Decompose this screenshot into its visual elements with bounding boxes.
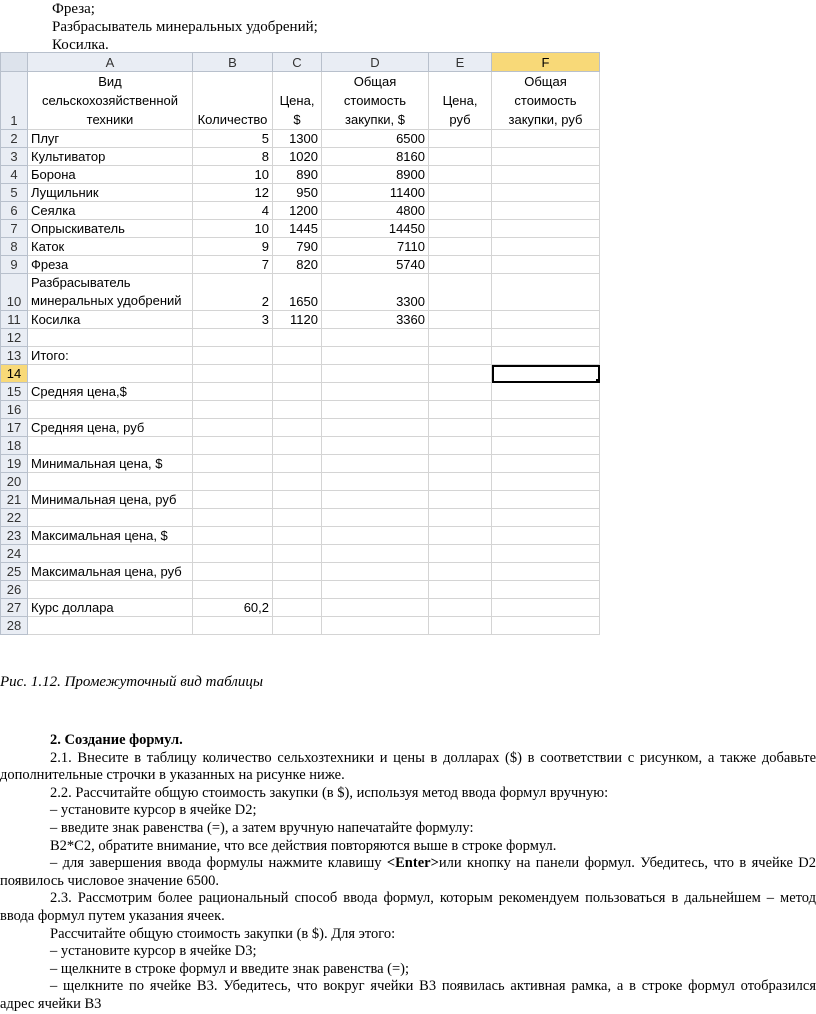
cell-d[interactable] [322, 545, 429, 563]
cell-e[interactable] [429, 401, 492, 419]
row-header[interactable]: 20 [1, 473, 28, 491]
row-header[interactable]: 25 [1, 563, 28, 581]
cell-a[interactable]: Плуг [28, 130, 193, 148]
table-row [1, 419, 600, 437]
cell-d[interactable] [322, 329, 429, 347]
cell-d[interactable] [322, 383, 429, 401]
cell-f[interactable] [492, 256, 600, 274]
cell-e[interactable] [429, 130, 492, 148]
cell-e[interactable] [429, 202, 492, 220]
cell-e[interactable] [429, 617, 492, 635]
table-row [1, 401, 600, 419]
cell-f[interactable] [492, 383, 600, 401]
cell-b[interactable]: 8 [193, 148, 273, 166]
cell-a[interactable]: Культиватор [28, 148, 193, 166]
cell-a[interactable]: Борона [28, 166, 193, 184]
column-header-row [1, 53, 600, 72]
cell-b[interactable] [193, 617, 273, 635]
cell-d[interactable] [322, 401, 429, 419]
cell-d[interactable] [322, 581, 429, 599]
body-text [0, 732, 816, 1014]
top-list [52, 0, 318, 54]
cell-c[interactable]: 890 [273, 166, 322, 184]
cell-b[interactable] [193, 329, 273, 347]
cell-e[interactable] [429, 509, 492, 527]
cell-b[interactable] [193, 437, 273, 455]
cell-a[interactable] [28, 329, 193, 347]
table-row [1, 437, 600, 455]
cell-a[interactable] [28, 545, 193, 563]
cell-f[interactable] [492, 202, 600, 220]
cell-c[interactable]: 1020 [273, 148, 322, 166]
table-row [1, 220, 600, 238]
header-cell-c[interactable]: Цена, $ [273, 72, 322, 130]
row-header[interactable]: 7 [1, 220, 28, 238]
cell-c[interactable]: 820 [273, 256, 322, 274]
cell-c[interactable] [273, 401, 322, 419]
cell-e[interactable] [429, 563, 492, 581]
row-header[interactable]: 14 [1, 365, 28, 383]
cell-d[interactable]: 6500 [322, 130, 429, 148]
cell-c[interactable]: 1650 [273, 274, 322, 311]
list-item: Разбрасыватель минеральных удобрений; [52, 19, 318, 35]
cell-f[interactable] [492, 184, 600, 202]
cell-e[interactable] [429, 419, 492, 437]
column-header-e[interactable]: E [429, 53, 492, 72]
cell-c[interactable] [273, 617, 322, 635]
cell-a[interactable]: Разбрасыватель минеральных удобрений [28, 274, 193, 311]
cell-d[interactable] [322, 527, 429, 545]
cell-c[interactable] [273, 509, 322, 527]
cell-b[interactable] [193, 383, 273, 401]
cell-b[interactable] [193, 563, 273, 581]
cell-b[interactable]: 4 [193, 202, 273, 220]
cell-e[interactable] [429, 437, 492, 455]
cell-c[interactable] [273, 383, 322, 401]
table-row [1, 184, 600, 202]
cell-d[interactable]: 3300 [322, 274, 429, 311]
paragraph: – щелкните по ячейке В3. Убедитесь, что вокруг ячейки В3 появилась активная рамка, а в строке формул отобразился адрес ячейки В3 [0, 978, 816, 1012]
cell-f[interactable] [492, 148, 600, 166]
active-cell[interactable] [492, 365, 600, 383]
table-row [1, 383, 600, 401]
cell-b[interactable]: 2 [193, 274, 273, 311]
table-row [1, 202, 600, 220]
cell-a[interactable]: Курс доллара [28, 599, 193, 617]
cell-f[interactable] [492, 401, 600, 419]
paragraph: – введите знак равенства (=), а затем вручную напечатайте формулу: [50, 819, 474, 836]
paragraph: Рассчитайте общую стоимость закупки (в $). Для этого: [50, 925, 396, 942]
cell-d[interactable]: 7110 [322, 238, 429, 256]
row-header[interactable]: 21 [1, 491, 28, 509]
section-heading: 2. Создание формул. [50, 732, 183, 748]
cell-b[interactable]: 3 [193, 311, 273, 329]
row-header[interactable]: 24 [1, 545, 28, 563]
cell-d[interactable] [322, 455, 429, 473]
cell-d[interactable] [322, 419, 429, 437]
cell-a[interactable] [28, 473, 193, 491]
cell-b[interactable] [193, 581, 273, 599]
cell-f[interactable] [492, 599, 600, 617]
cell-f[interactable] [492, 527, 600, 545]
table-header-row [1, 72, 600, 130]
cell-b[interactable] [193, 347, 273, 365]
cell-a[interactable]: Опрыскиватель [28, 220, 193, 238]
cell-f[interactable] [492, 491, 600, 509]
paragraph: – установите курсор в ячейке D3; [50, 943, 257, 960]
cell-f[interactable] [492, 473, 600, 491]
cell-e[interactable] [429, 473, 492, 491]
table-row [1, 527, 600, 545]
cell-e[interactable] [429, 455, 492, 473]
cell-b[interactable]: 7 [193, 256, 273, 274]
paragraph: – для завершения ввода формулы нажмите клавишу <Enter>или кнопку на панели формул. Убедитесь, что в ячейке D2 появилось числовое значение 6500. [0, 855, 816, 889]
row-header[interactable]: 19 [1, 455, 28, 473]
cell-f[interactable] [492, 347, 600, 365]
cell-c[interactable]: 950 [273, 184, 322, 202]
cell-e[interactable] [429, 581, 492, 599]
cell-e[interactable] [429, 184, 492, 202]
cell-b[interactable] [193, 527, 273, 545]
cell-d[interactable] [322, 491, 429, 509]
cell-c[interactable] [273, 581, 322, 599]
table-row [1, 274, 600, 311]
column-header-c[interactable]: C [273, 53, 322, 72]
cell-c[interactable]: 1300 [273, 130, 322, 148]
spreadsheet [0, 52, 600, 635]
cell-b[interactable]: 10 [193, 220, 273, 238]
cell-f[interactable] [492, 509, 600, 527]
header-cell-e[interactable]: Цена, руб [429, 72, 492, 130]
cell-b[interactable] [193, 401, 273, 419]
table-row [1, 473, 600, 491]
row-header[interactable]: 17 [1, 419, 28, 437]
cell-f[interactable] [492, 329, 600, 347]
header-cell-a[interactable]: Вид сельскохозяйственной техники [28, 72, 193, 130]
cell-f[interactable] [492, 311, 600, 329]
cell-a[interactable]: Максимальная цена, руб [28, 563, 193, 581]
cell-f[interactable] [492, 545, 600, 563]
cell-f[interactable] [492, 238, 600, 256]
cell-b[interactable]: 12 [193, 184, 273, 202]
cell-c[interactable] [273, 329, 322, 347]
cell-c[interactable]: 1445 [273, 220, 322, 238]
cell-a[interactable]: Лущильник [28, 184, 193, 202]
paragraph: 2.1. Внесите в таблицу количество сельхозтехники и цены в долларах ($) в соответствии с рисунком, а также добавьте дополнительные строчки в указанных на рисунке ниже. [0, 749, 816, 784]
row-header[interactable]: 22 [1, 509, 28, 527]
cell-d[interactable]: 3360 [322, 311, 429, 329]
table-row [1, 581, 600, 599]
cell-b[interactable] [193, 365, 273, 383]
table-row [1, 329, 600, 347]
cell-a[interactable] [28, 401, 193, 419]
table-row [1, 563, 600, 581]
cell-f[interactable] [492, 220, 600, 238]
cell-c[interactable] [273, 563, 322, 581]
cell-e[interactable] [429, 329, 492, 347]
cell-d[interactable]: 11400 [322, 184, 429, 202]
table-row [1, 130, 600, 148]
table-row [1, 599, 600, 617]
cell-c[interactable] [273, 347, 322, 365]
cell-e[interactable] [429, 311, 492, 329]
cell-c[interactable] [273, 473, 322, 491]
cell-a[interactable]: Средняя цена,$ [28, 383, 193, 401]
table-row [1, 238, 600, 256]
table-row [1, 509, 600, 527]
cell-c[interactable] [273, 419, 322, 437]
row-header[interactable]: 11 [1, 311, 28, 329]
header-cell-f[interactable]: Общая стоимость закупки, руб [492, 72, 600, 130]
cell-a[interactable]: Максимальная цена, $ [28, 527, 193, 545]
row-header[interactable]: 28 [1, 617, 28, 635]
cell-a[interactable] [28, 509, 193, 527]
row-header[interactable]: 26 [1, 581, 28, 599]
cell-a[interactable] [28, 581, 193, 599]
row-header[interactable]: 15 [1, 383, 28, 401]
cell-c[interactable]: 1120 [273, 311, 322, 329]
row-header[interactable]: 8 [1, 238, 28, 256]
cell-d[interactable]: 8900 [322, 166, 429, 184]
table-row [1, 256, 600, 274]
cell-c[interactable] [273, 365, 322, 383]
cell-d[interactable] [322, 365, 429, 383]
cell-f[interactable] [492, 455, 600, 473]
cell-d[interactable] [322, 617, 429, 635]
cell-e[interactable] [429, 527, 492, 545]
cell-e[interactable] [429, 148, 492, 166]
column-header-d[interactable]: D [322, 53, 429, 72]
cell-a[interactable]: Минимальная цена, $ [28, 455, 193, 473]
cell-f[interactable] [492, 437, 600, 455]
cell-f[interactable] [492, 130, 600, 148]
cell-c[interactable] [273, 599, 322, 617]
cell-d[interactable] [322, 437, 429, 455]
cell-a[interactable]: Минимальная цена, руб [28, 491, 193, 509]
cell-c[interactable]: 790 [273, 238, 322, 256]
spreadsheet-grid [0, 52, 600, 635]
cell-d[interactable] [322, 509, 429, 527]
cell-a[interactable]: Каток [28, 238, 193, 256]
cell-b[interactable] [193, 473, 273, 491]
cell-b[interactable]: 10 [193, 166, 273, 184]
cell-b[interactable] [193, 491, 273, 509]
paragraph: 2.2. Рассчитайте общую стоимость закупки (в $), используя метод ввода формул вручную: [50, 784, 609, 801]
cell-d[interactable]: 14450 [322, 220, 429, 238]
cell-c[interactable] [273, 545, 322, 563]
cell-f[interactable] [492, 581, 600, 599]
table-row [1, 491, 600, 509]
cell-a[interactable]: Итого: [28, 347, 193, 365]
cell-e[interactable] [429, 238, 492, 256]
table-row [1, 455, 600, 473]
cell-a[interactable]: Фреза [28, 256, 193, 274]
cell-b[interactable] [193, 509, 273, 527]
column-header-b[interactable]: B [193, 53, 273, 72]
row-header[interactable]: 12 [1, 329, 28, 347]
paragraph: 2.3. Рассмотрим более рациональный способ ввода формул, которым рекомендуем пользоваться в дальнейшем – метод ввода формул путем указания ячеек. [0, 890, 816, 924]
cell-d[interactable] [322, 347, 429, 365]
row-header[interactable]: 10 [1, 274, 28, 311]
table-row [1, 545, 600, 563]
cell-a[interactable]: Сеялка [28, 202, 193, 220]
row-header[interactable]: 1 [1, 72, 28, 130]
select-all-corner[interactable] [1, 53, 28, 72]
table-row [1, 347, 600, 365]
cell-d[interactable] [322, 473, 429, 491]
cell-b[interactable] [193, 419, 273, 437]
row-header[interactable]: 3 [1, 148, 28, 166]
cell-a[interactable]: Косилка [28, 311, 193, 329]
cell-e[interactable] [429, 256, 492, 274]
cell-b[interactable]: 9 [193, 238, 273, 256]
row-header[interactable]: 4 [1, 166, 28, 184]
table-row [1, 148, 600, 166]
cell-a[interactable] [28, 365, 193, 383]
list-item: Фреза; [52, 1, 95, 17]
header-cell-b[interactable]: Количество [193, 72, 273, 130]
cell-d[interactable]: 4800 [322, 202, 429, 220]
cell-f[interactable] [492, 617, 600, 635]
cell-e[interactable] [429, 220, 492, 238]
list-item: Косилка. [52, 37, 109, 53]
header-cell-d[interactable]: Общая стоимость закупки, $ [322, 72, 429, 130]
row-header[interactable]: 2 [1, 130, 28, 148]
cell-b[interactable] [193, 455, 273, 473]
cell-c[interactable] [273, 491, 322, 509]
cell-a[interactable] [28, 437, 193, 455]
cell-e[interactable] [429, 166, 492, 184]
paragraph: В2*С2, обратите внимание, что все действия повторяются выше в строке формул. [50, 837, 557, 854]
cell-b[interactable] [193, 545, 273, 563]
cell-d[interactable] [322, 599, 429, 617]
cell-e[interactable] [429, 274, 492, 311]
row-header[interactable]: 5 [1, 184, 28, 202]
row-header[interactable]: 6 [1, 202, 28, 220]
row-header[interactable]: 16 [1, 401, 28, 419]
cell-f[interactable] [492, 563, 600, 581]
cell-e[interactable] [429, 383, 492, 401]
table-row [1, 617, 600, 635]
paragraph: – установите курсор в ячейке D2; [50, 802, 257, 819]
table-row [1, 311, 600, 329]
cell-c[interactable] [273, 455, 322, 473]
row-header[interactable]: 23 [1, 527, 28, 545]
paragraph: – щелкните в строке формул и введите знак равенства (=); [50, 960, 410, 977]
enter-key-text: <Enter> [386, 855, 439, 872]
column-header-a[interactable]: A [28, 53, 193, 72]
cell-a[interactable]: Средняя цена, руб [28, 419, 193, 437]
cell-e[interactable] [429, 365, 492, 383]
cell-d[interactable]: 5740 [322, 256, 429, 274]
row-header[interactable]: 9 [1, 256, 28, 274]
cell-c[interactable] [273, 437, 322, 455]
table-row [1, 166, 600, 184]
row-header[interactable]: 18 [1, 437, 28, 455]
figure-caption: Рис. 1.12. Промежуточный вид таблицы [0, 674, 263, 690]
cell-f[interactable] [492, 274, 600, 311]
table-row [1, 365, 600, 383]
cell-d[interactable]: 8160 [322, 148, 429, 166]
cell-b[interactable]: 5 [193, 130, 273, 148]
cell-e[interactable] [429, 599, 492, 617]
cell-e[interactable] [429, 491, 492, 509]
cell-f[interactable] [492, 166, 600, 184]
row-header[interactable]: 27 [1, 599, 28, 617]
cell-f[interactable] [492, 419, 600, 437]
cell-a[interactable] [28, 617, 193, 635]
cell-e[interactable] [429, 545, 492, 563]
column-header-f[interactable]: F [492, 53, 600, 72]
row-header[interactable]: 13 [1, 347, 28, 365]
cell-c[interactable]: 1200 [273, 202, 322, 220]
cell-d[interactable] [322, 563, 429, 581]
cell-b[interactable]: 60,2 [193, 599, 273, 617]
cell-e[interactable] [429, 347, 492, 365]
cell-c[interactable] [273, 527, 322, 545]
